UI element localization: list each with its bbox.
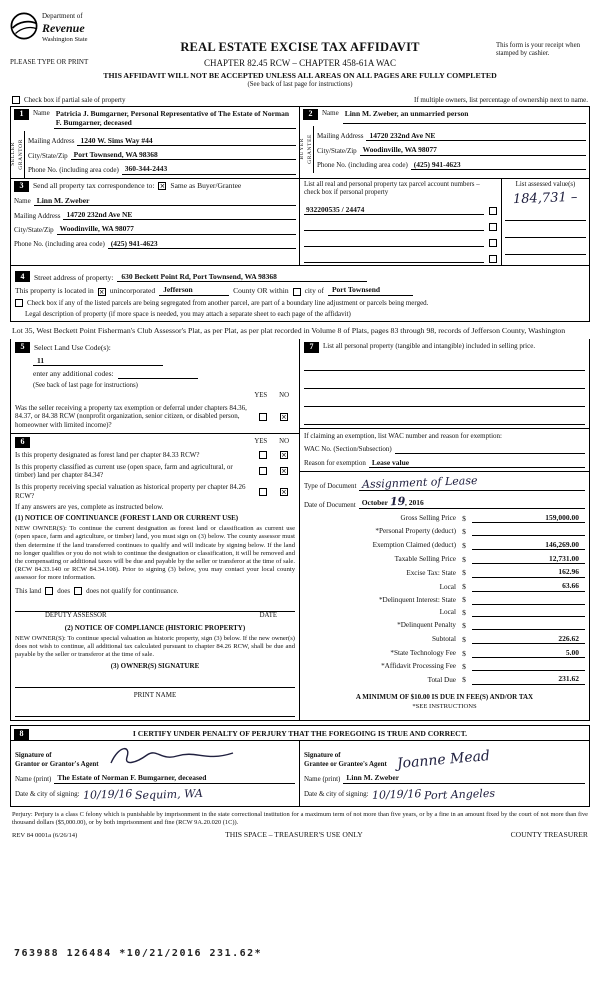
personal-property-line[interactable] [304,380,585,389]
buyer-mailing-label: Mailing Address [317,132,364,141]
grantor-signing-date[interactable]: 10/19/16 [82,786,133,802]
warning-line: THIS AFFIDAVIT WILL NOT BE ACCEPTED UNLESS ALL AREAS ON ALL PAGES ARE FULLY COMPLETED [103,70,497,80]
main-form-grid [10,106,590,322]
this-land-label: This land [15,586,42,595]
grantee-agent-label: Grantee or Grantee's Agent [304,760,387,769]
assessed-value-label: List assessed value(s) [515,180,576,188]
parcel-personal-checkbox-4[interactable] [489,255,497,263]
treasurer-space-label: THIS SPACE – TREASURER'S USE ONLY [225,829,363,839]
delinquent-penalty-value[interactable] [472,621,585,630]
segregated-checkbox[interactable] [15,299,23,307]
exemption-section [300,429,589,472]
current-use-yes-checkbox[interactable] [259,467,267,475]
historic-no-checkbox[interactable]: × [281,487,287,496]
historic-yes-checkbox[interactable] [259,488,267,496]
assessed-blank-line[interactable] [505,246,586,255]
assessed-value-box [501,179,589,266]
money-label: *State Technology Fee [390,649,456,658]
money-label: *Affidavit Processing Fee [381,661,456,670]
type-of-document-handwritten: Assignment of Lease [362,473,479,491]
dollar-sign: $ [462,675,466,685]
owners-signature-line[interactable] [15,677,295,688]
unincorporated-label: unincorporated [109,286,156,296]
dollar-sign: $ [462,540,466,550]
reason-value[interactable]: Lease value [369,458,585,468]
buyer-side-label-1: BUYER [299,138,306,161]
buyer-side-label-2: GRANTEE [307,134,313,165]
deferral-no-checkbox[interactable]: × [281,412,287,421]
state-technology-fee-value[interactable]: 5.00 [472,648,585,658]
buyer-side-band [300,126,314,173]
date-month: October [361,497,388,507]
grantee-signing-city[interactable]: Port Angeles [423,786,496,803]
tax-correspondence-section [11,179,300,266]
yes-header: YES [254,438,268,446]
seller-side-band [11,131,25,178]
dollar-sign: $ [462,526,466,536]
seller-name-label: Name [33,108,50,117]
tax-computation-section [300,472,589,720]
grantee-signing-date[interactable]: 10/19/16 [371,786,422,802]
buyer-city-label: City/State/Zip [317,146,357,155]
seller-side-label-2: GRANTOR [18,138,24,170]
deferral-yes-checkbox[interactable] [259,413,267,421]
partial-sale-checkbox[interactable] [12,96,20,104]
additional-codes-label: enter any additional codes: [33,369,114,379]
personal-property-line[interactable] [304,416,585,425]
seller-mailing-value[interactable]: 1240 W. Sims Way #44 [77,136,296,146]
buyer-name-value[interactable]: Linn M. Zweber, an unmarried person [343,109,586,124]
personal-property-line[interactable] [304,362,585,371]
legal-description-label: Legal description of property (if more space is needed, you may attach a separate sheet to each page of the affidavit) [25,310,351,319]
city-checkbox[interactable] [293,288,301,296]
land-use-section [11,339,299,434]
minimum-fee-note: A MINIMUM OF $10.00 IS DUE IN FEE(S) AND/OR TAX [355,692,534,701]
exemption-note: If claiming an exemption, list WAC number and reason for exemption: [304,431,502,440]
parcel-number-4[interactable] [304,254,484,263]
print-name-label: PRINT NAME [133,691,177,700]
grantee-name-print-label: Name (print) [304,775,341,784]
parcel-header: List all real and personal property tax parcel account numbers – check box if personal property [304,180,480,197]
seller-city-label: City/State/Zip [28,151,68,160]
grantee-signature[interactable]: Joanne Mead [396,747,491,772]
assessed-value-handwritten[interactable]: 184,731 – [513,190,578,208]
legal-description-text: Lot 35, West Beckett Point Fisherman's Club Assessor's Plat, as per Plat, as per plat recorded in Volume 8 of Plats, pages 83 through 98, records of Jefferson County, Washington [12,326,566,336]
grantor-signing-city[interactable]: Sequim, WA [134,786,203,802]
grantor-signature-block [11,741,300,805]
corr-name-value[interactable]: Linn M. Zweber [34,196,296,206]
corr-name-label: Name [14,197,31,206]
located-pre: This property is located in [15,286,94,296]
section-6-number: 6 [15,437,30,448]
seller-city-value[interactable]: Port Townsend, WA 98368 [71,150,296,160]
same-as-buyer-label: Same as Buyer/Grantee [170,181,242,191]
corr-phone-value[interactable]: (425) 941-4623 [108,239,296,249]
dollar-sign: $ [462,620,466,630]
grantee-name-print-value[interactable]: Linn M. Zweber [343,773,585,783]
form-title: REAL ESTATE EXCISE TAX AFFIDAVIT [180,40,420,54]
dollar-sign: $ [462,648,466,658]
money-label: *Personal Property (deduct) [375,527,456,536]
land-use-code-value[interactable]: 11 [33,356,163,366]
header [10,12,590,94]
buyer-city-value[interactable]: Woodinville, WA 98077 [360,145,586,155]
yes-header: YES [254,392,268,400]
street-address-value[interactable]: 630 Beckett Point Rd, Port Townsend, WA 98368 [117,272,367,282]
certification-section [10,725,590,807]
date-of-document-label: Date of Document [304,500,356,509]
notice-compliance-title: (2) NOTICE OF COMPLIANCE (HISTORIC PROPERTY) [64,623,246,632]
unincorporated-checkbox[interactable]: × [99,287,105,296]
date-year: , 2016 [405,497,424,507]
see-back-note: (See back of last page for instructions) [247,80,353,88]
section-5-number: 5 [15,342,30,353]
gross-selling-price-value[interactable]: 159,000.00 [472,513,585,523]
historic-question: Is this property receiving special valuation as historical property per chapter 84.26 RCW? [15,483,246,500]
seller-name-value[interactable]: Patricia J. Bumgarner, Personal Representative of The Estate of Norman F. Bumgarner, deceased [54,109,296,129]
notice-continuance-title: (1) NOTICE OF CONTINUANCE (FOREST LAND OR CURRENT USE) [15,514,239,523]
buyer-name-label: Name [322,108,339,117]
county-or-label: County OR within [233,286,289,296]
wac-label: WAC No. (Section/Subsection) [304,444,392,453]
seller-phone-value[interactable]: 360-344-2443 [122,164,296,174]
deputy-assessor-label: DEPUTY ASSESSOR [45,612,107,620]
wac-value[interactable] [395,445,585,454]
section-4-number: 4 [15,271,30,282]
money-label: Local [439,582,456,591]
money-label: *Delinquent Interest: State [378,595,456,604]
dollar-sign: $ [462,608,466,618]
dollar-sign: $ [462,661,466,671]
property-location-section [11,266,589,321]
section-1-number: 1 [14,109,29,120]
parcel-personal-checkbox-3[interactable] [489,239,497,247]
parcel-number-1[interactable]: 932200535 / 24474 [304,205,484,215]
money-label: Exemption Claimed (deduct) [372,541,456,550]
land-does-checkbox[interactable] [45,587,53,595]
money-label: Total Due [427,675,456,684]
grantee-date-city-label: Date & city of signing: [304,790,369,799]
seller-side-label-1: SELLER [10,142,17,166]
buyer-section [300,107,589,178]
please-type-note: PLEASE TYPE OR PRINT [10,58,89,66]
corr-phone-label: Phone No. (including area code) [14,240,105,249]
grantor-date-city-label: Date & city of signing: [15,790,80,799]
grantor-agent-label: Grantor or Grantor's Agent [15,760,99,769]
segregated-label: Check box if any of the listed parcels are being segregated from another parcel, are part of a boundary line adjustment or parcels being merged. [27,298,429,307]
deputy-assessor-signature-line[interactable] [15,601,295,612]
personal-property-label: List all personal property (tangible and intangible) included in selling price. [323,341,536,350]
dollar-sign: $ [462,513,466,523]
chapter-line: CHAPTER 82.45 RCW – CHAPTER 458-61A WAC [204,57,396,68]
assessed-blank-line[interactable] [505,212,586,221]
buyer-mailing-value[interactable]: 14720 232nd Ave NE [366,131,586,141]
county-name-value[interactable]: Jefferson [159,285,229,295]
personal-property-line[interactable] [304,398,585,407]
current-use-no-checkbox[interactable]: × [281,467,287,476]
see-instructions-note: *SEE INSTRUCTIONS [412,702,477,710]
grantor-name-print-value[interactable]: The Estate of Norman F. Bumgarner, deceased [54,773,295,783]
receipt-note: This form is your receipt when stamped by cashier. [496,42,580,58]
notice-compliance-body: NEW OWNER(S): To continue special valuation as historic property, sign (3) below. If the new owner(s) does not wish to continue, all additional tax calculated pursuant to chapter 84.26 RCW, shall be due and payable by the seller or transferor at the time of sale. [15,634,295,659]
personal-property-section [300,339,589,429]
additional-codes-value[interactable] [118,378,198,379]
does-label: does [57,586,71,595]
reason-label: Reason for exemption [304,459,366,468]
dollar-sign: $ [462,595,466,605]
subtotal-value[interactable]: 226.62 [472,634,585,644]
delinquent-interest-state-value[interactable] [472,596,585,605]
date-of-document-value[interactable] [359,495,585,510]
county-treasurer-label: COUNTY TREASURER [510,829,588,839]
seller-phone-label: Phone No. (including area code) [28,165,119,174]
section-7-number: 7 [304,342,319,353]
forest-yes-checkbox[interactable] [259,451,267,459]
land-use-title: Select Land Use Code(s): [34,343,111,353]
parcel-personal-checkbox-1[interactable] [489,207,497,215]
multiple-owners-note: If multiple owners, list percentage of ownership next to name. [414,96,588,104]
assessed-blank-line[interactable] [505,229,586,238]
parcel-number-2[interactable] [304,222,484,231]
section-3-number: 3 [14,181,29,192]
corr-city-value[interactable]: Woodinville, WA 98077 [57,224,296,234]
section-2-number: 2 [303,109,318,120]
answers-yes-note: If any answers are yes, complete as instructed below. [15,502,164,511]
current-use-question: Is this property classified as current use (open space, farm and agricultural, or timber) land per chapter 84.34? [15,462,233,480]
city-name-value[interactable]: Port Townsend [328,285,413,295]
money-label: Subtotal [432,635,456,644]
grantee-signature-block [300,741,589,805]
owners-signature-title: (3) OWNER(S) SIGNATURE [110,662,200,671]
section-8-number: 8 [14,729,29,740]
affidavit-processing-fee-value[interactable] [472,662,585,671]
money-label: Gross Selling Price [400,514,456,523]
grantee-sig-of-label: Signature of [304,751,341,760]
grantor-signature[interactable] [103,743,238,769]
type-of-document-value[interactable] [359,473,585,491]
money-label: *Delinquent Penalty [397,621,456,630]
dept-line2: Revenue [42,20,85,35]
same-as-buyer-checkbox[interactable]: × [159,182,165,191]
rev-form-number: REV 84 0001a (6/26/14) [12,831,78,839]
dollar-sign: $ [462,554,466,564]
grantor-sig-of-label: Signature of [15,751,52,760]
certify-statement: I CERTIFY UNDER PENALTY OF PERJURY THAT THE FOREGOING IS TRUE AND CORRECT. [132,728,468,738]
partial-sale-label: Check box if partial sale of property [24,96,126,104]
delinquent-interest-local-value[interactable] [472,608,585,617]
deferral-question: Was the seller receiving a property tax exemption or deferral under chapters 84.36, 84.37, or 84.38 RCW (nonprofit organization, senior citizen, or disabled person, homeowner with limited income)? [15,403,247,430]
dollar-sign: $ [462,634,466,644]
parcel-personal-checkbox-2[interactable] [489,223,497,231]
buyer-phone-label: Phone No. (including area code) [317,161,408,170]
no-header: NO [279,438,289,446]
seller-section [11,107,300,178]
footer-line [12,830,588,840]
corr-mailing-label: Mailing Address [14,211,61,220]
grantor-name-print-label: Name (print) [15,775,52,784]
cashier-stamp: 763988 126484 *10/21/2016 231.62* [14,948,263,959]
print-name-line[interactable] [15,706,295,717]
correspondence-intro: Send all property tax correspondence to: [33,181,155,191]
date-label: DATE [259,612,277,620]
dor-logo [10,12,88,44]
see-back-instructions: (See back of last page for instructions) [33,381,138,389]
exemption-claimed-value[interactable]: 146,269.00 [472,540,585,550]
forest-no-checkbox[interactable]: × [281,451,287,460]
seller-mailing-label: Mailing Address [28,137,75,146]
taxable-selling-price-value[interactable]: 12,731.00 [472,554,585,564]
dollar-sign: $ [462,582,466,592]
city-of-label: city of [304,286,324,296]
buyer-phone-value[interactable]: (425) 941-4623 [411,160,586,170]
does-not-label: does not qualify for continuance. [86,586,179,595]
street-address-label: Street address of property: [34,272,114,282]
parcel-number-3[interactable] [304,238,484,247]
type-of-document-label: Type of Document [304,481,357,490]
money-label: Taxable Selling Price [394,554,456,563]
excise-tax-state-value[interactable]: 162.96 [472,567,585,577]
perjury-statement: Perjury: Perjury is a class C felony which is punishable by imprisonment in the state correctional institution for a maximum term of not more than five years, or by a fine in an amount fixed by the court of not more than five thousand dollars ($5,000.00), or by both imprisonment and fine (RCW 9A.20.020 (1C)). [12,810,588,826]
money-label: Excise Tax: State [406,568,456,577]
notice-continuance-body: NEW OWNER(S): To continue the current designation as forest land or classification as current use (open space, farm and agriculture, or timber) land, you must sign on (3) below. The county assessor must then determine if the land transferred continues to qualify and will indicate by signing below. If the land no longer qualifies or you do not wish to continue the designation or classification, it will be removed and the compensating or additional taxes will be due and payable by the seller or transferor at the time of sale. (RCW 84.33.140 or RCW 84.34.108). Prior to signing (3) below, you may contact your local county assessor for more information. [15,525,295,582]
corr-city-label: City/State/Zip [14,226,54,234]
revenue-swirl-icon [10,12,38,40]
date-day-handwritten: 19 [389,494,406,508]
corr-mailing-value[interactable]: 14720 232nd Ave NE [63,210,296,220]
land-does-not-checkbox[interactable] [74,587,82,595]
personal-property-deduct-value[interactable] [472,527,585,536]
top-notes [12,96,588,105]
dept-line3: Washington State [42,35,88,43]
forest-land-question: Is this property designated as forest land per chapter 84.33 RCW? [15,450,200,459]
no-header: NO [279,392,289,400]
dept-line1: Department of [42,12,83,20]
total-due-value[interactable]: 231.62 [472,674,585,684]
money-label: Local [439,608,456,617]
excise-tax-local-value[interactable]: 63.66 [472,581,585,591]
forest-land-section [11,434,299,720]
dollar-sign: $ [462,568,466,578]
parcel-section [300,179,589,266]
